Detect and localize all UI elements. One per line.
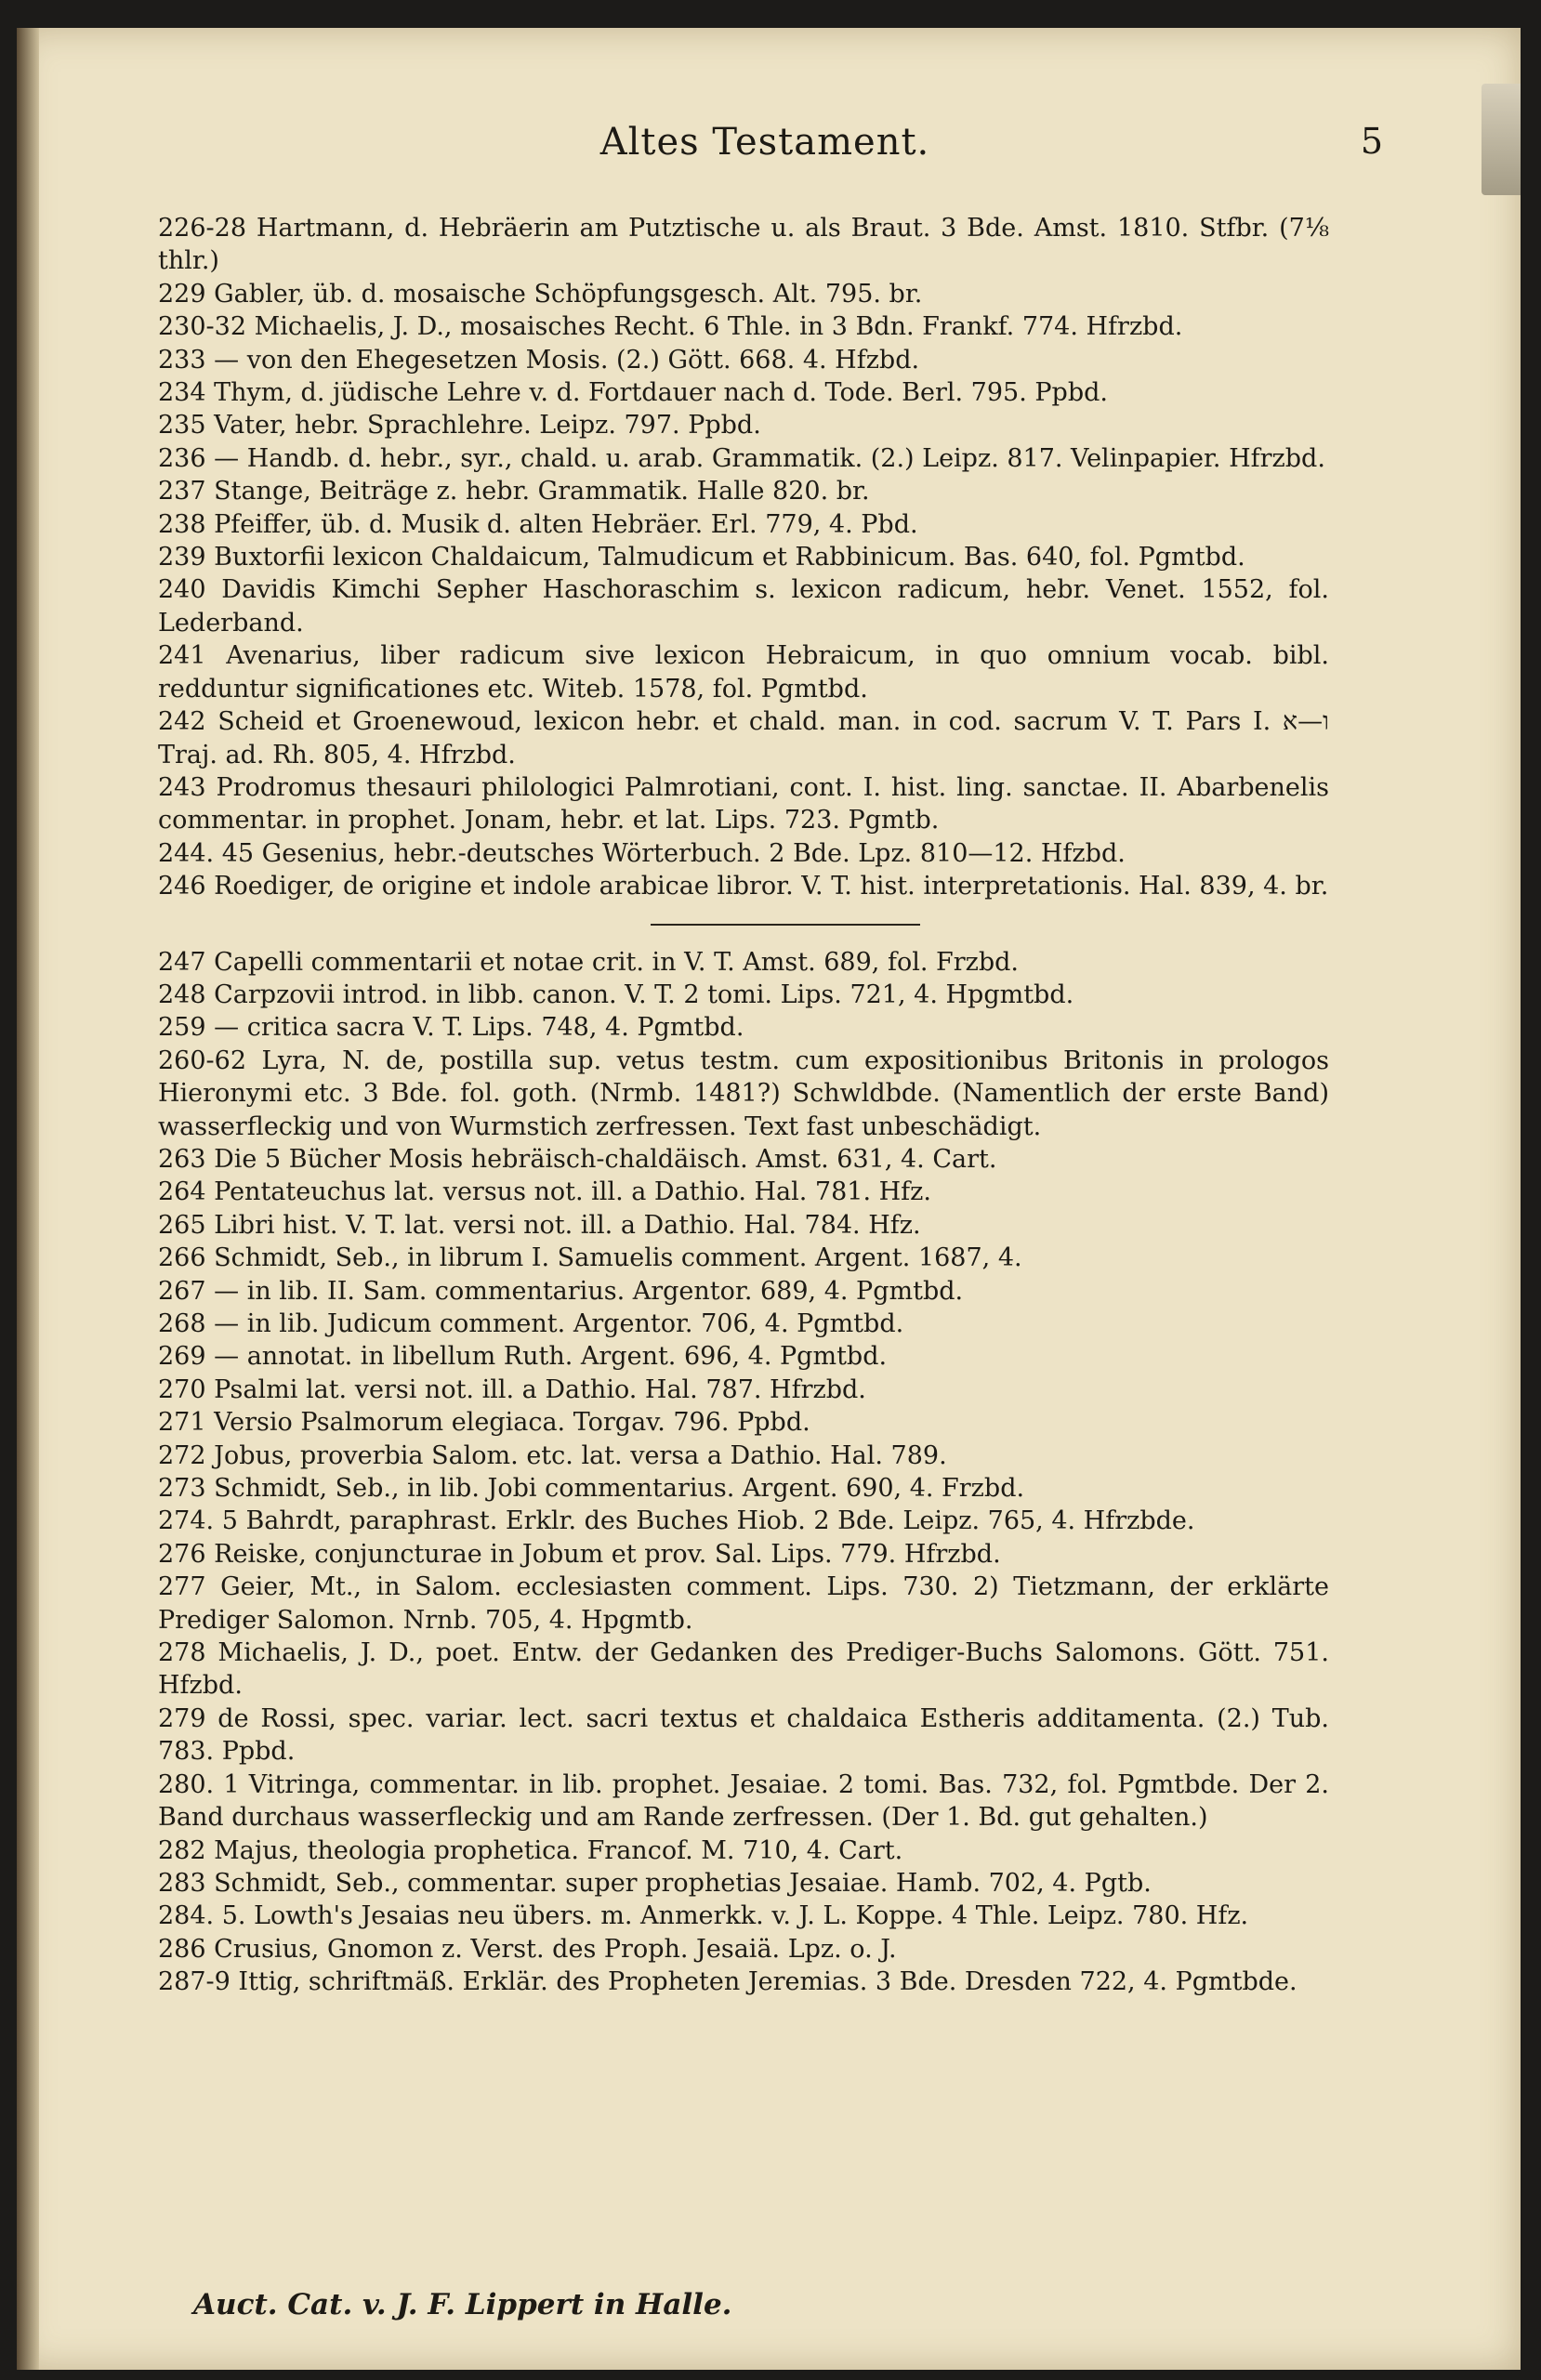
catalog-entry: 277 Geier, Mt., in Salom. ecclesiasten comment. Lips. 730. 2) Tietzmann, der erklärte Prediger Salomon. Nrnb. 705, 4. Hpgmtb. bbox=[158, 1572, 1329, 1635]
book-page bbox=[17, 28, 1521, 2370]
catalog-entry: 287-9 Ittig, schriftmäß. Erklär. des Propheten Jeremias. 3 Bde. Dresden 722, 4. Pgmtbde. bbox=[158, 1967, 1297, 1997]
catalog-entry: 286 Crusius, Gnomon z. Verst. des Proph. Jesaiä. Lpz. o. J. bbox=[158, 1934, 897, 1964]
catalog-entry: 265 Libri hist. V. T. lat. versi not. ill. a Dathio. Hal. 784. Hfz. bbox=[158, 1210, 921, 1240]
catalog-entry: 270 Psalmi lat. versi not. ill. a Dathio. Hal. 787. Hfrzbd. bbox=[158, 1374, 866, 1404]
catalog-entry: 276 Reiske, conjuncturae in Jobum et prov. Sal. Lips. 779. Hfrzbd. bbox=[158, 1539, 1001, 1569]
catalog-entry: 272 Jobus, proverbia Salom. etc. lat. versa a Dathio. Hal. 789. bbox=[158, 1440, 947, 1470]
catalog-entry: 278 Michaelis, J. D., poet. Entw. der Gedanken des Prediger-Buchs Salomons. Gött. 751. Hfzbd. bbox=[158, 1638, 1329, 1701]
catalog-entry: 238 Pfeiffer, üb. d. Musik d. alten Hebräer. Erl. 779, 4. Pbd. bbox=[158, 509, 918, 539]
running-title: Altes Testament. bbox=[599, 121, 930, 164]
catalog-entry: 243 Prodromus thesauri philologici Palmrotiani, cont. I. hist. ling. sanctae. II. Abarbenelis commentar. in prophet. Jonam, hebr. et lat. Lips. 723. Pgmtb. bbox=[158, 772, 1329, 835]
section-divider bbox=[651, 924, 920, 926]
catalog-entry: 266 Schmidt, Seb., in librum I. Samuelis comment. Argent. 1687, 4. bbox=[158, 1243, 1022, 1273]
catalog-entry: 284. 5. Lowth's Jesaias neu übers. m. Anmerkk. v. J. L. Koppe. 4 Thle. Leipz. 780. Hfz. bbox=[158, 1901, 1249, 1931]
catalog-entry: 239 Buxtorfii lexicon Chaldaicum, Talmudicum et Rabbinicum. Bas. 640, fol. Pgmtbd. bbox=[158, 543, 1245, 572]
catalog-entry: 274. 5 Bahrdt, paraphrast. Erklr. des Buches Hiob. 2 Bde. Leipz. 765, 4. Hfrzbde. bbox=[158, 1506, 1195, 1536]
catalog-entry: 259 — critica sacra V. T. Lips. 748, 4. Pgmtbd. bbox=[158, 1013, 744, 1043]
catalog-entry: 282 Majus, theologia prophetica. Francof. M. 710, 4. Cart. bbox=[158, 1835, 903, 1865]
catalog-entry: 263 Die 5 Bücher Mosis hebräisch-chaldäisch. Amst. 631, 4. Cart. bbox=[158, 1144, 997, 1174]
footer-signature: Auct. Cat. v. J. F. Lippert in Halle. bbox=[193, 2288, 732, 2321]
catalog-entry: 235 Vater, hebr. Sprachlehre. Leipz. 797. Ppbd. bbox=[158, 411, 761, 440]
catalog-entry: 264 Pentateuchus lat. versus not. ill. a Dathio. Hal. 781. Hfz. bbox=[158, 1177, 931, 1207]
catalog-entry: 271 Versio Psalmorum elegiaca. Torgav. 796. Ppbd. bbox=[158, 1408, 810, 1438]
catalog-entry: 234 Thym, d. jüdische Lehre v. d. Fortdauer nach d. Tode. Berl. 795. Ppbd. bbox=[158, 378, 1108, 408]
catalog-entry: 240 Davidis Kimchi Sepher Haschoraschim s. lexicon radicum, hebr. Venet. 1552, fol. Lederband. bbox=[158, 575, 1329, 638]
book-spine-shadow bbox=[17, 28, 39, 2370]
catalog-entry: 229 Gabler, üb. d. mosaische Schöpfungsgesch. Alt. 795. br. bbox=[158, 279, 923, 309]
catalog-entry: 248 Carpzovii introd. in libb. canon. V. T. 2 tomi. Lips. 721, 4. Hpgmtbd. bbox=[158, 980, 1074, 1009]
catalog-entry: 241 Avenarius, liber radicum sive lexicon Hebraicum, in quo omnium vocab. bibl. redduntur significationes etc. Witeb. 1578, fol. Pgmtbd. bbox=[158, 641, 1329, 703]
catalog-entry: 237 Stange, Beiträge z. hebr. Grammatik. Halle 820. br. bbox=[158, 477, 870, 506]
entries-bottom-list bbox=[158, 946, 1329, 1999]
catalog-entry: 233 — von den Ehegesetzen Mosis. (2.) Gött. 668. 4. Hfzbd. bbox=[158, 345, 920, 375]
catalog-entry: 267 — in lib. II. Sam. commentarius. Argentor. 689, 4. Pgmtbd. bbox=[158, 1276, 964, 1306]
catalog-entry: 268 — in lib. Judicum comment. Argentor. 706, 4. Pgmtbd. bbox=[158, 1309, 904, 1338]
catalog-entry: 242 Scheid et Groenewoud, lexicon hebr. et chald. man. in cod. sacrum V. T. Pars I. ו—א Traj. ad. Rh. 805, 4. Hfrzbd. bbox=[158, 707, 1329, 769]
entries-top-list bbox=[158, 212, 1329, 903]
page-header bbox=[184, 121, 1383, 177]
page-clip bbox=[1482, 84, 1521, 195]
catalog-entries bbox=[158, 212, 1329, 1999]
catalog-entry: 260-62 Lyra, N. de, postilla sup. vetus testm. cum expositionibus Britonis in prologos Hieronymi etc. 3 Bde. fol. goth. (Nrmb. 1481?) Schwldbde. (Namentlich der erste Band) wasserfleckig und von Wurmstich zerfressen. Text fast unbeschädigt. bbox=[158, 1045, 1329, 1141]
catalog-entry: 247 Capelli commentarii et notae crit. in V. T. Amst. 689, fol. Frzbd. bbox=[158, 947, 1020, 977]
catalog-entry: 280. 1 Vitringa, commentar. in lib. prophet. Jesaiae. 2 tomi. Bas. 732, fol. Pgmtbde. Der 2. Band durchaus wasserfleckig und am Rande zerfressen. (Der 1. Bd. gut gehalten.) bbox=[158, 1769, 1329, 1833]
catalog-entry: 273 Schmidt, Seb., in lib. Jobi commentarius. Argent. 690, 4. Frzbd. bbox=[158, 1474, 1025, 1504]
catalog-entry: 269 — annotat. in libellum Ruth. Argent. 696, 4. Pgmtbd. bbox=[158, 1342, 888, 1372]
catalog-entry: 236 — Handb. d. hebr., syr., chald. u. arab. Grammatik. (2.) Leipz. 817. Velinpapier. Hfrzbd. bbox=[158, 443, 1325, 473]
page-number: 5 bbox=[1360, 121, 1383, 162]
catalog-entry: 226-28 Hartmann, d. Hebräerin am Putztische u. als Braut. 3 Bde. Amst. 1810. Stfbr. (7⅛ thlr.) bbox=[158, 214, 1329, 276]
catalog-entry: 279 de Rossi, spec. variar. lect. sacri textus et chaldaica Estheris additamenta. (2.) Tub. 783. Ppbd. bbox=[158, 1703, 1329, 1767]
catalog-entry: 246 Roediger, de origine et indole arabicae libror. V. T. hist. interpretationis. Hal. 839, 4. br. bbox=[158, 872, 1329, 901]
catalog-entry: 244. 45 Gesenius, hebr.-deutsches Wörterbuch. 2 Bde. Lpz. 810—12. Hfzbd. bbox=[158, 838, 1126, 868]
catalog-entry: 230-32 Michaelis, J. D., mosaisches Recht. 6 Thle. in 3 Bdn. Frankf. 774. Hfrzbd. bbox=[158, 312, 1183, 342]
catalog-entry: 283 Schmidt, Seb., commentar. super prophetias Jesaiae. Hamb. 702, 4. Pgtb. bbox=[158, 1868, 1152, 1898]
